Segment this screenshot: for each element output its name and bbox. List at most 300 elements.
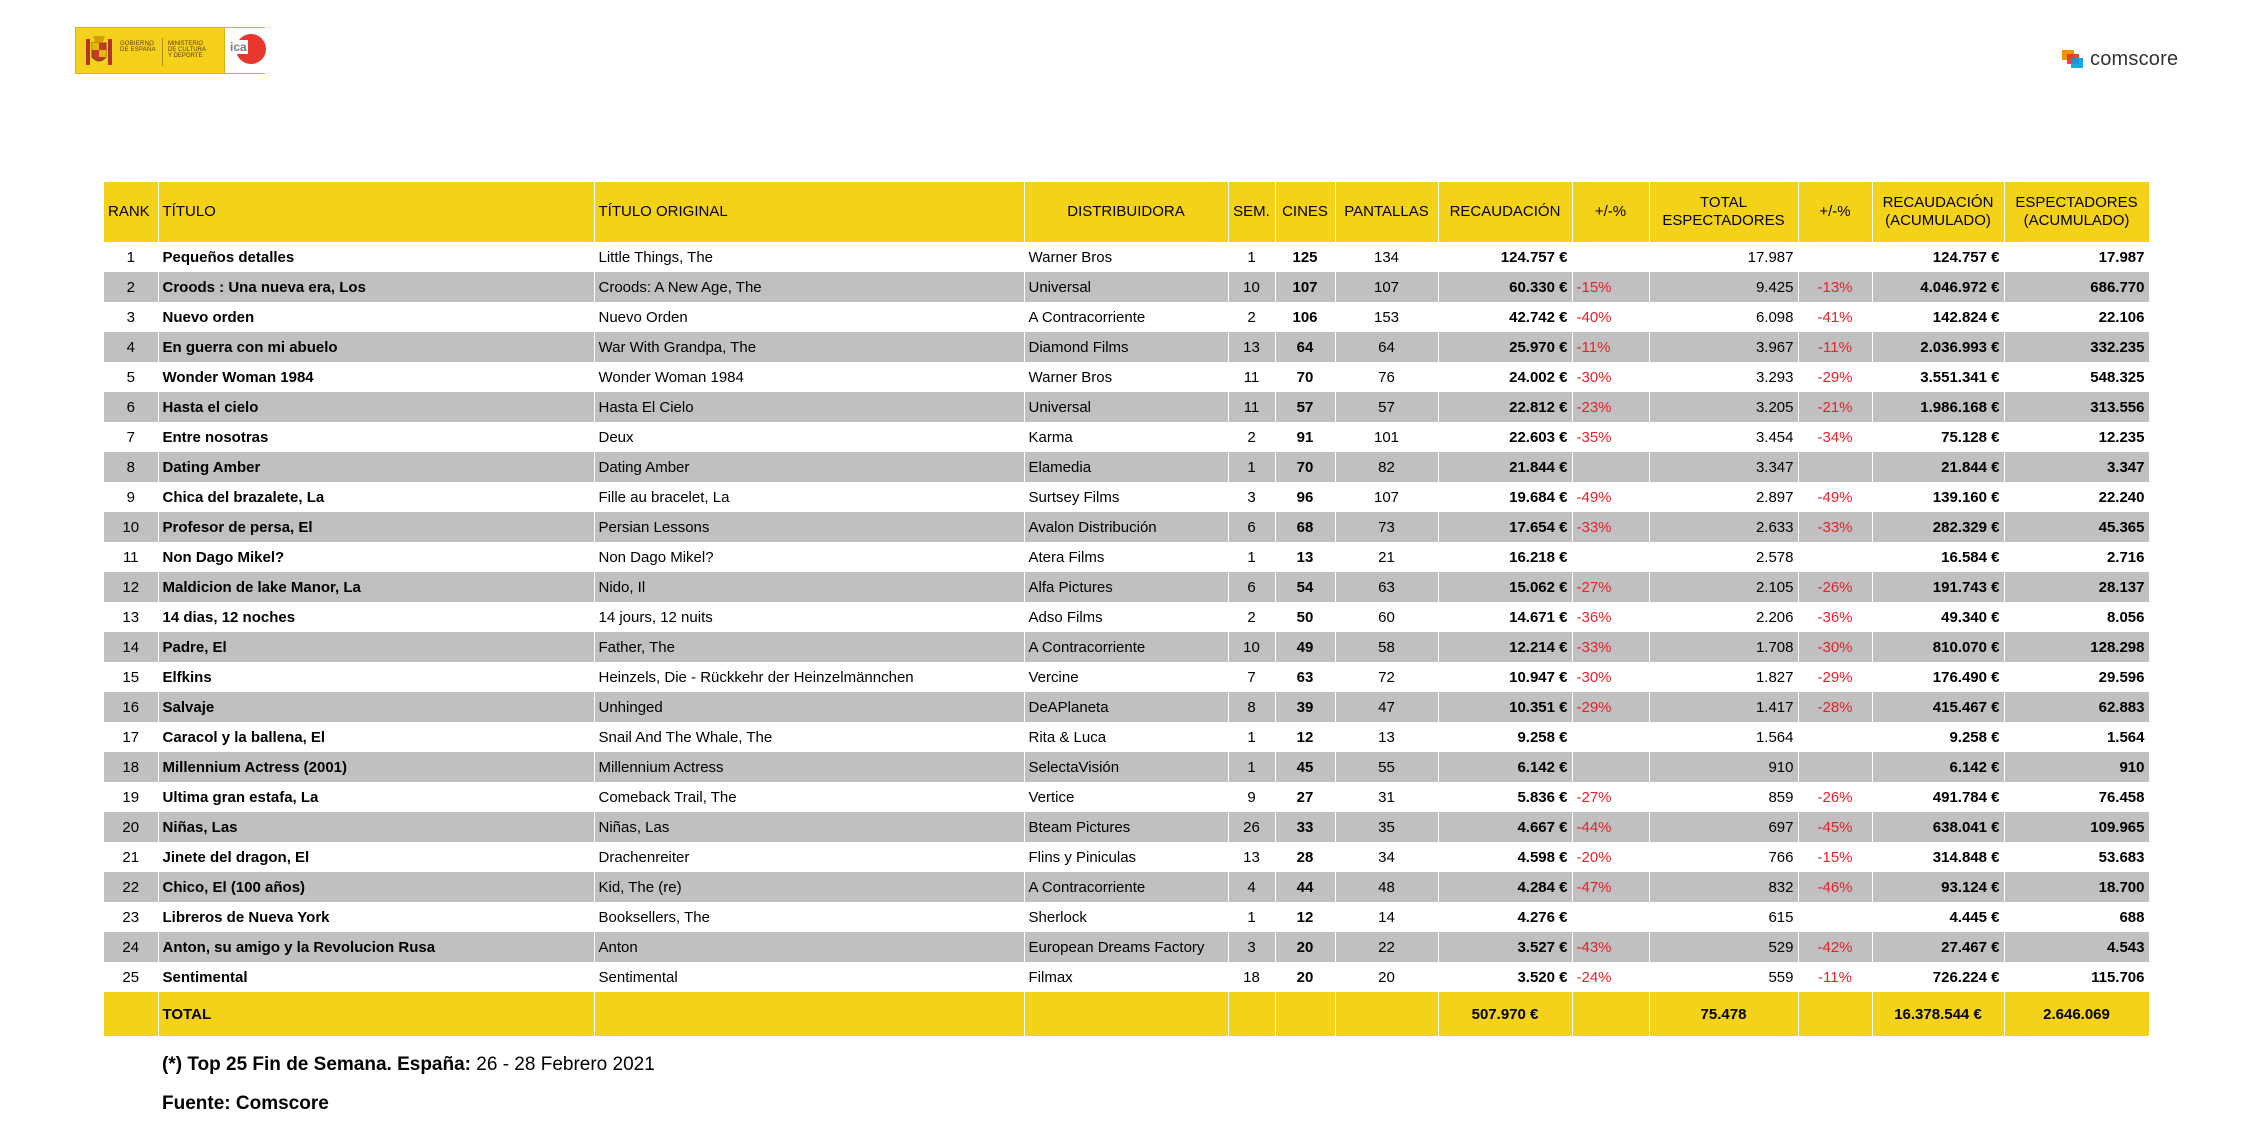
- table-row: [104, 362, 2149, 392]
- rank-cell: 16: [104, 692, 158, 722]
- admissions-cell: 2.633: [1649, 512, 1798, 542]
- admissions-change-cell: -33%: [1798, 512, 1872, 542]
- admissions-cell: 2.206: [1649, 602, 1798, 632]
- total-espectadores-acumulado: 2.646.069: [2004, 992, 2149, 1036]
- gross-change-cell: -44%: [1572, 812, 1649, 842]
- gross-cell: 14.671 €: [1438, 602, 1572, 632]
- rank-cell: 13: [104, 602, 158, 632]
- gross-cell: 19.684 €: [1438, 482, 1572, 512]
- cumulative-admissions-cell: 29.596: [2004, 662, 2149, 692]
- table-row: [104, 302, 2149, 332]
- distributor-cell: Elamedia: [1024, 452, 1228, 482]
- admissions-cell: 832: [1649, 872, 1798, 902]
- cinemas-cell: 68: [1275, 512, 1335, 542]
- weeks-cell: 1: [1228, 452, 1275, 482]
- cumulative-admissions-cell: 686.770: [2004, 272, 2149, 302]
- admissions-change-cell: [1798, 752, 1872, 782]
- admissions-cell: 3.347: [1649, 452, 1798, 482]
- gross-change-cell: [1572, 242, 1649, 272]
- gross-change-cell: -27%: [1572, 572, 1649, 602]
- screens-cell: 20: [1335, 962, 1438, 992]
- distributor-cell: Surtsey Films: [1024, 482, 1228, 512]
- original-title-cell: Nido, Il: [594, 572, 1024, 602]
- total-espectadores: 75.478: [1649, 992, 1798, 1036]
- title-cell: Anton, su amigo y la Revolucion Rusa: [158, 932, 594, 962]
- gross-change-cell: -24%: [1572, 962, 1649, 992]
- distributor-cell: Alfa Pictures: [1024, 572, 1228, 602]
- comscore-mark-icon: [2062, 50, 2084, 68]
- admissions-cell: 9.425: [1649, 272, 1798, 302]
- screens-cell: 107: [1335, 482, 1438, 512]
- col-titulo-original: TÍTULO ORIGINAL: [594, 182, 1024, 242]
- table-row: [104, 692, 2149, 722]
- cinemas-cell: 13: [1275, 542, 1335, 572]
- table-row: [104, 242, 2149, 272]
- rank-cell: 5: [104, 362, 158, 392]
- cinemas-cell: 64: [1275, 332, 1335, 362]
- cumulative-admissions-cell: 22.106: [2004, 302, 2149, 332]
- title-cell: Entre nosotras: [158, 422, 594, 452]
- table-row: [104, 782, 2149, 812]
- screens-cell: 76: [1335, 362, 1438, 392]
- weeks-cell: 9: [1228, 782, 1275, 812]
- title-cell: Hasta el cielo: [158, 392, 594, 422]
- title-cell: Non Dago Mikel?: [158, 542, 594, 572]
- cinemas-cell: 28: [1275, 842, 1335, 872]
- cinemas-cell: 106: [1275, 302, 1335, 332]
- gross-cell: 15.062 €: [1438, 572, 1572, 602]
- admissions-cell: 1.564: [1649, 722, 1798, 752]
- cinemas-cell: 12: [1275, 722, 1335, 752]
- gross-cell: 10.351 €: [1438, 692, 1572, 722]
- admissions-change-cell: -42%: [1798, 932, 1872, 962]
- screens-cell: 60: [1335, 602, 1438, 632]
- screens-cell: 47: [1335, 692, 1438, 722]
- gross-cell: 42.742 €: [1438, 302, 1572, 332]
- total-empty-cell: [594, 992, 1024, 1036]
- cinemas-cell: 44: [1275, 872, 1335, 902]
- col-pantallas: PANTALLAS: [1335, 182, 1438, 242]
- gross-change-cell: [1572, 542, 1649, 572]
- title-cell: Croods : Una nueva era, Los: [158, 272, 594, 302]
- admissions-cell: 910: [1649, 752, 1798, 782]
- screens-cell: 73: [1335, 512, 1438, 542]
- distributor-cell: Bteam Pictures: [1024, 812, 1228, 842]
- ica-label: ica: [230, 40, 247, 54]
- gross-cell: 3.520 €: [1438, 962, 1572, 992]
- title-cell: Salvaje: [158, 692, 594, 722]
- cumulative-admissions-cell: 910: [2004, 752, 2149, 782]
- admissions-change-cell: [1798, 452, 1872, 482]
- footnote-label: (*) Top 25 Fin de Semana. España:: [162, 1054, 471, 1075]
- weeks-cell: 11: [1228, 392, 1275, 422]
- col-variacion-recaudacion: +/-%: [1572, 182, 1649, 242]
- admissions-change-cell: -28%: [1798, 692, 1872, 722]
- title-cell: Chico, El (100 años): [158, 872, 594, 902]
- rank-cell: 18: [104, 752, 158, 782]
- screens-cell: 22: [1335, 932, 1438, 962]
- distributor-cell: DeAPlaneta: [1024, 692, 1228, 722]
- admissions-cell: 1.827: [1649, 662, 1798, 692]
- original-title-cell: Fille au bracelet, La: [594, 482, 1024, 512]
- original-title-cell: Niñas, Las: [594, 812, 1024, 842]
- gross-cell: 17.654 €: [1438, 512, 1572, 542]
- screens-cell: 13: [1335, 722, 1438, 752]
- gross-cell: 10.947 €: [1438, 662, 1572, 692]
- ica-logo: [224, 28, 266, 73]
- distributor-cell: Universal: [1024, 272, 1228, 302]
- admissions-change-cell: -11%: [1798, 332, 1872, 362]
- table-header-row: [104, 182, 2149, 242]
- weeks-cell: 3: [1228, 482, 1275, 512]
- gross-cell: 60.330 €: [1438, 272, 1572, 302]
- distributor-cell: Warner Bros: [1024, 362, 1228, 392]
- cinemas-cell: 33: [1275, 812, 1335, 842]
- distributor-cell: Flins y Piniculas: [1024, 842, 1228, 872]
- cumulative-admissions-cell: 12.235: [2004, 422, 2149, 452]
- total-empty-cell: [1572, 992, 1649, 1036]
- table-row: [104, 272, 2149, 302]
- table-row: [104, 842, 2149, 872]
- admissions-change-cell: -45%: [1798, 812, 1872, 842]
- original-title-cell: Little Things, The: [594, 242, 1024, 272]
- table-row: [104, 872, 2149, 902]
- rank-cell: 8: [104, 452, 158, 482]
- total-recaudacion-acumulado: 16.378.544 €: [1872, 992, 2004, 1036]
- cinemas-cell: 91: [1275, 422, 1335, 452]
- admissions-change-cell: -21%: [1798, 392, 1872, 422]
- weeks-cell: 4: [1228, 872, 1275, 902]
- cinemas-cell: 57: [1275, 392, 1335, 422]
- table-row: [104, 932, 2149, 962]
- distributor-cell: Rita & Luca: [1024, 722, 1228, 752]
- admissions-change-cell: [1798, 242, 1872, 272]
- weeks-cell: 8: [1228, 692, 1275, 722]
- title-cell: Nuevo orden: [158, 302, 594, 332]
- screens-cell: 55: [1335, 752, 1438, 782]
- gross-change-cell: -40%: [1572, 302, 1649, 332]
- gross-change-cell: -20%: [1572, 842, 1649, 872]
- cumulative-gross-cell: 4.046.972 €: [1872, 272, 2004, 302]
- cumulative-gross-cell: 3.551.341 €: [1872, 362, 2004, 392]
- gross-cell: 22.812 €: [1438, 392, 1572, 422]
- cumulative-gross-cell: 6.142 €: [1872, 752, 2004, 782]
- admissions-change-cell: -15%: [1798, 842, 1872, 872]
- cumulative-admissions-cell: 17.987: [2004, 242, 2149, 272]
- footnote-dates: 26 - 28 Febrero 2021: [471, 1054, 655, 1075]
- distributor-cell: Vertice: [1024, 782, 1228, 812]
- total-empty-cell: [1275, 992, 1335, 1036]
- gross-change-cell: -33%: [1572, 632, 1649, 662]
- rank-cell: 4: [104, 332, 158, 362]
- admissions-cell: 2.897: [1649, 482, 1798, 512]
- title-cell: Padre, El: [158, 632, 594, 662]
- screens-cell: 107: [1335, 272, 1438, 302]
- admissions-cell: 6.098: [1649, 302, 1798, 332]
- gross-change-cell: -15%: [1572, 272, 1649, 302]
- col-recaudacion: RECAUDACIÓN: [1438, 182, 1572, 242]
- total-row: [104, 992, 2149, 1036]
- original-title-cell: Father, The: [594, 632, 1024, 662]
- screens-cell: 31: [1335, 782, 1438, 812]
- cumulative-gross-cell: 21.844 €: [1872, 452, 2004, 482]
- total-empty-cell: [104, 992, 158, 1036]
- cumulative-admissions-cell: 45.365: [2004, 512, 2149, 542]
- original-title-cell: Kid, The (re): [594, 872, 1024, 902]
- gross-cell: 6.142 €: [1438, 752, 1572, 782]
- cumulative-admissions-cell: 28.137: [2004, 572, 2149, 602]
- source-note: Fuente: Comscore: [162, 1093, 329, 1114]
- title-cell: Millennium Actress (2001): [158, 752, 594, 782]
- cumulative-gross-cell: 124.757 €: [1872, 242, 2004, 272]
- table-row: [104, 602, 2149, 632]
- weeks-cell: 6: [1228, 572, 1275, 602]
- gross-cell: 4.284 €: [1438, 872, 1572, 902]
- col-cines: CINES: [1275, 182, 1335, 242]
- cumulative-gross-cell: 491.784 €: [1872, 782, 2004, 812]
- logo-divider: [162, 38, 163, 66]
- cumulative-gross-cell: 726.224 €: [1872, 962, 2004, 992]
- original-title-cell: Dating Amber: [594, 452, 1024, 482]
- rank-cell: 17: [104, 722, 158, 752]
- rank-cell: 9: [104, 482, 158, 512]
- total-label: TOTAL: [158, 992, 594, 1036]
- cumulative-gross-cell: 139.160 €: [1872, 482, 2004, 512]
- gross-cell: 124.757 €: [1438, 242, 1572, 272]
- title-cell: Sentimental: [158, 962, 594, 992]
- col-sem: SEM.: [1228, 182, 1275, 242]
- original-title-cell: Snail And The Whale, The: [594, 722, 1024, 752]
- gross-cell: 5.836 €: [1438, 782, 1572, 812]
- admissions-cell: 3.967: [1649, 332, 1798, 362]
- distributor-cell: Diamond Films: [1024, 332, 1228, 362]
- cumulative-admissions-cell: 62.883: [2004, 692, 2149, 722]
- gross-change-cell: -23%: [1572, 392, 1649, 422]
- screens-cell: 63: [1335, 572, 1438, 602]
- cumulative-admissions-cell: 115.706: [2004, 962, 2149, 992]
- cumulative-gross-cell: 176.490 €: [1872, 662, 2004, 692]
- total-empty-cell: [1228, 992, 1275, 1036]
- title-cell: Maldicion de lake Manor, La: [158, 572, 594, 602]
- cumulative-admissions-cell: 4.543: [2004, 932, 2149, 962]
- box-office-table: [104, 182, 2150, 1036]
- table-row: [104, 332, 2149, 362]
- cumulative-admissions-cell: 76.458: [2004, 782, 2149, 812]
- cumulative-admissions-cell: 128.298: [2004, 632, 2149, 662]
- gross-cell: 24.002 €: [1438, 362, 1572, 392]
- cumulative-gross-cell: 93.124 €: [1872, 872, 2004, 902]
- title-cell: Niñas, Las: [158, 812, 594, 842]
- cumulative-admissions-cell: 548.325: [2004, 362, 2149, 392]
- distributor-cell: Warner Bros: [1024, 242, 1228, 272]
- col-rank: RANK: [104, 182, 158, 242]
- table-row: [104, 422, 2149, 452]
- original-title-cell: Nuevo Orden: [594, 302, 1024, 332]
- cumulative-gross-cell: 75.128 €: [1872, 422, 2004, 452]
- original-title-cell: Hasta El Cielo: [594, 392, 1024, 422]
- original-title-cell: Unhinged: [594, 692, 1024, 722]
- admissions-cell: 559: [1649, 962, 1798, 992]
- cumulative-admissions-cell: 109.965: [2004, 812, 2149, 842]
- screens-cell: 35: [1335, 812, 1438, 842]
- cumulative-gross-cell: 1.986.168 €: [1872, 392, 2004, 422]
- cumulative-admissions-cell: 22.240: [2004, 482, 2149, 512]
- rank-cell: 15: [104, 662, 158, 692]
- admissions-change-cell: -36%: [1798, 602, 1872, 632]
- original-title-cell: Non Dago Mikel?: [594, 542, 1024, 572]
- rank-cell: 23: [104, 902, 158, 932]
- cinemas-cell: 20: [1275, 962, 1335, 992]
- cinemas-cell: 49: [1275, 632, 1335, 662]
- gross-change-cell: [1572, 722, 1649, 752]
- admissions-change-cell: -29%: [1798, 362, 1872, 392]
- rank-cell: 12: [104, 572, 158, 602]
- distributor-cell: Adso Films: [1024, 602, 1228, 632]
- gross-change-cell: -30%: [1572, 362, 1649, 392]
- ministry-label: MINISTERIO DE CULTURA Y DEPORTE: [168, 41, 206, 59]
- screens-cell: 21: [1335, 542, 1438, 572]
- cumulative-gross-cell: 415.467 €: [1872, 692, 2004, 722]
- original-title-cell: Croods: A New Age, The: [594, 272, 1024, 302]
- distributor-cell: A Contracorriente: [1024, 632, 1228, 662]
- weeks-cell: 1: [1228, 902, 1275, 932]
- gross-change-cell: -27%: [1572, 782, 1649, 812]
- weeks-cell: 1: [1228, 242, 1275, 272]
- cumulative-admissions-cell: 53.683: [2004, 842, 2149, 872]
- gross-change-cell: [1572, 452, 1649, 482]
- screens-cell: 72: [1335, 662, 1438, 692]
- gross-cell: 25.970 €: [1438, 332, 1572, 362]
- gross-change-cell: -30%: [1572, 662, 1649, 692]
- title-cell: Dating Amber: [158, 452, 594, 482]
- cumulative-admissions-cell: 8.056: [2004, 602, 2149, 632]
- cinemas-cell: 54: [1275, 572, 1335, 602]
- col-titulo: TÍTULO: [158, 182, 594, 242]
- title-cell: Elfkins: [158, 662, 594, 692]
- weeks-cell: 1: [1228, 722, 1275, 752]
- admissions-change-cell: -29%: [1798, 662, 1872, 692]
- cinemas-cell: 12: [1275, 902, 1335, 932]
- weeks-cell: 10: [1228, 632, 1275, 662]
- table-row: [104, 722, 2149, 752]
- rank-cell: 24: [104, 932, 158, 962]
- cinemas-cell: 20: [1275, 932, 1335, 962]
- admissions-change-cell: -46%: [1798, 872, 1872, 902]
- original-title-cell: Comeback Trail, The: [594, 782, 1024, 812]
- cinemas-cell: 107: [1275, 272, 1335, 302]
- title-cell: Libreros de Nueva York: [158, 902, 594, 932]
- distributor-cell: European Dreams Factory: [1024, 932, 1228, 962]
- gross-cell: 4.276 €: [1438, 902, 1572, 932]
- table-row: [104, 632, 2149, 662]
- total-recaudacion: 507.970 €: [1438, 992, 1572, 1036]
- cumulative-gross-cell: 282.329 €: [1872, 512, 2004, 542]
- admissions-cell: 1.708: [1649, 632, 1798, 662]
- weeks-cell: 3: [1228, 932, 1275, 962]
- admissions-cell: 859: [1649, 782, 1798, 812]
- cinemas-cell: 45: [1275, 752, 1335, 782]
- screens-cell: 58: [1335, 632, 1438, 662]
- original-title-cell: Wonder Woman 1984: [594, 362, 1024, 392]
- admissions-cell: 1.417: [1649, 692, 1798, 722]
- cinemas-cell: 96: [1275, 482, 1335, 512]
- table-row: [104, 902, 2149, 932]
- rank-cell: 21: [104, 842, 158, 872]
- cumulative-admissions-cell: 3.347: [2004, 452, 2149, 482]
- rank-cell: 22: [104, 872, 158, 902]
- total-empty-cell: [1335, 992, 1438, 1036]
- cumulative-gross-cell: 4.445 €: [1872, 902, 2004, 932]
- table-row: [104, 512, 2149, 542]
- cumulative-gross-cell: 27.467 €: [1872, 932, 2004, 962]
- distributor-cell: A Contracorriente: [1024, 302, 1228, 332]
- gross-cell: 3.527 €: [1438, 932, 1572, 962]
- gross-cell: 12.214 €: [1438, 632, 1572, 662]
- weeks-cell: 6: [1228, 512, 1275, 542]
- weeks-cell: 2: [1228, 422, 1275, 452]
- rank-cell: 20: [104, 812, 158, 842]
- title-cell: Caracol y la ballena, El: [158, 722, 594, 752]
- distributor-cell: A Contracorriente: [1024, 872, 1228, 902]
- screens-cell: 101: [1335, 422, 1438, 452]
- title-cell: 14 dias, 12 noches: [158, 602, 594, 632]
- cinemas-cell: 63: [1275, 662, 1335, 692]
- total-empty-cell: [1798, 992, 1872, 1036]
- original-title-cell: Deux: [594, 422, 1024, 452]
- rank-cell: 3: [104, 302, 158, 332]
- gross-cell: 4.667 €: [1438, 812, 1572, 842]
- table-row: [104, 752, 2149, 782]
- admissions-cell: 3.293: [1649, 362, 1798, 392]
- cumulative-admissions-cell: 332.235: [2004, 332, 2149, 362]
- gross-change-cell: -49%: [1572, 482, 1649, 512]
- screens-cell: 82: [1335, 452, 1438, 482]
- weeks-cell: 1: [1228, 542, 1275, 572]
- admissions-cell: 2.105: [1649, 572, 1798, 602]
- gross-cell: 22.603 €: [1438, 422, 1572, 452]
- original-title-cell: War With Grandpa, The: [594, 332, 1024, 362]
- admissions-change-cell: -13%: [1798, 272, 1872, 302]
- admissions-cell: 766: [1649, 842, 1798, 872]
- distributor-cell: Avalon Distribución: [1024, 512, 1228, 542]
- cumulative-gross-cell: 2.036.993 €: [1872, 332, 2004, 362]
- original-title-cell: 14 jours, 12 nuits: [594, 602, 1024, 632]
- gross-cell: 9.258 €: [1438, 722, 1572, 752]
- title-cell: En guerra con mi abuelo: [158, 332, 594, 362]
- cinemas-cell: 70: [1275, 362, 1335, 392]
- cinemas-cell: 27: [1275, 782, 1335, 812]
- original-title-cell: Drachenreiter: [594, 842, 1024, 872]
- cumulative-gross-cell: 16.584 €: [1872, 542, 2004, 572]
- distributor-cell: SelectaVisión: [1024, 752, 1228, 782]
- original-title-cell: Sentimental: [594, 962, 1024, 992]
- cinemas-cell: 125: [1275, 242, 1335, 272]
- admissions-cell: 529: [1649, 932, 1798, 962]
- table-row: [104, 482, 2149, 512]
- title-cell: Jinete del dragon, El: [158, 842, 594, 872]
- weeks-cell: 7: [1228, 662, 1275, 692]
- original-title-cell: Anton: [594, 932, 1024, 962]
- title-cell: Profesor de persa, El: [158, 512, 594, 542]
- gov-label: GOBIERNO DE ESPAÑA: [120, 41, 156, 53]
- gross-change-cell: -29%: [1572, 692, 1649, 722]
- original-title-cell: Booksellers, The: [594, 902, 1024, 932]
- rank-cell: 10: [104, 512, 158, 542]
- gross-change-cell: [1572, 902, 1649, 932]
- title-cell: Chica del brazalete, La: [158, 482, 594, 512]
- admissions-cell: 615: [1649, 902, 1798, 932]
- weeks-cell: 13: [1228, 842, 1275, 872]
